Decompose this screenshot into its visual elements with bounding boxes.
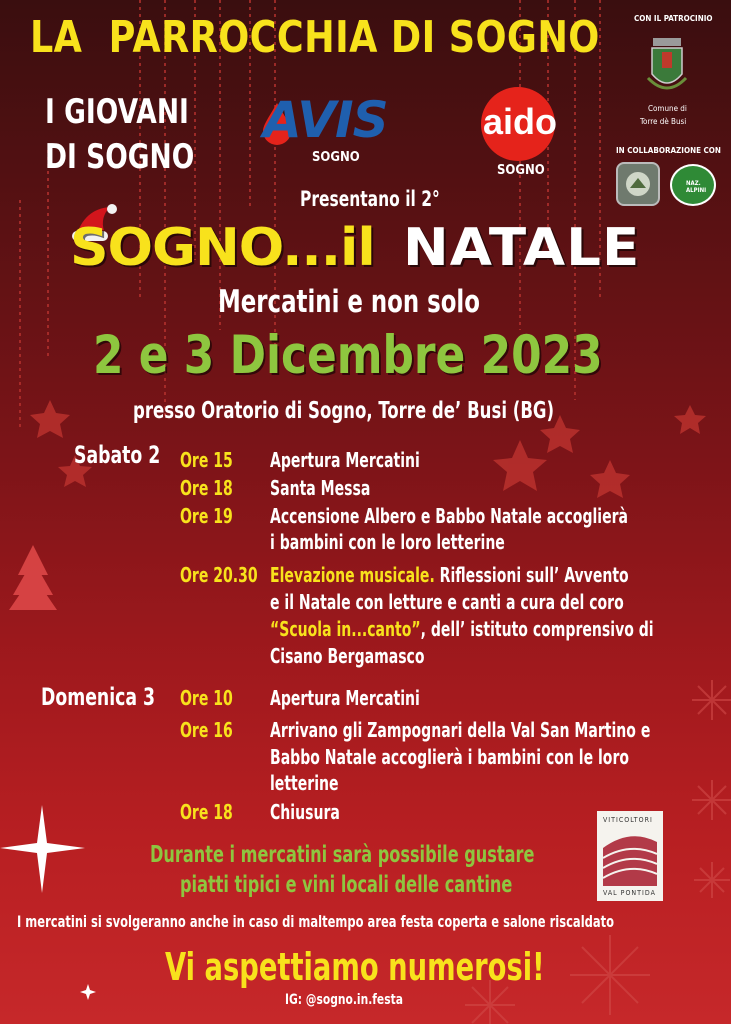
event-dates: 2 e 3 Dicembre 2023 (93, 325, 603, 386)
sabato-label: Sabato 2 (74, 441, 161, 469)
comune-line1: Comune di (648, 104, 687, 113)
schedule-text: Apertura Mercatini (270, 448, 420, 472)
schedule-time: Ore 18 (180, 800, 233, 824)
aido-sub: SOGNO (497, 163, 545, 178)
collaborazione-label: IN COLLABORAZIONE CON (616, 146, 721, 155)
schedule-time: Ore 15 (180, 448, 233, 472)
schedule-text: e il Natale con letture e canti a cura del coro (270, 590, 624, 614)
viticoltori-top: VITICOLTORI (603, 816, 653, 824)
schedule-text: Accensione Albero e Babbo Natale accoglierà (270, 504, 629, 528)
schedule-text: Arrivano gli Zampognari della Val San Martino e (270, 718, 651, 742)
schedule-text: Babbo Natale accoglierà i bambini con le loro (270, 745, 630, 769)
schedule-time: Ore 10 (180, 686, 233, 710)
aspettiamo-text: Vi aspettiamo numerosi! (165, 945, 545, 989)
gustare-line1: Durante i mercatini sarà possibile gustare (150, 842, 535, 868)
coro-name: “Scuola in...canto” (270, 617, 421, 641)
schedule-text (270, 563, 629, 587)
schedule-text: i bambini con le loro letterine (270, 530, 505, 554)
avis-sub: SOGNO (312, 150, 360, 165)
event-name-part2: NATALE (403, 218, 641, 278)
event-name-part1: SOGNO...il (70, 218, 375, 278)
schedule-text: letterine (270, 771, 339, 795)
schedule-text: Santa Messa (270, 476, 371, 500)
patrocinio-label: CON IL PATROCINIO (634, 14, 713, 23)
schedule-text-cont: , dell’ istituto comprensivo di (420, 617, 654, 641)
domenica-label: Domenica 3 (41, 683, 156, 711)
schedule-text (270, 617, 654, 641)
giovani-line2: DI SOGNO (45, 137, 195, 177)
schedule-text: Cisano Bergamasco (270, 644, 425, 668)
instagram-handle: IG: @sogno.in.festa (285, 992, 403, 1008)
schedule-text: Chiusura (270, 800, 340, 824)
viticoltori-logo (597, 811, 663, 901)
aido-wordmark: aido (483, 101, 558, 142)
gustare-line2: piatti tipici e vini locali delle cantine (180, 872, 513, 898)
schedule-time: Ore 20.30 (180, 563, 258, 587)
maltempo-note: I mercatini si svolgeranno anche in caso di maltempo area festa coperta e salone riscaldato (17, 912, 615, 931)
highlight-text: Elevazione musicale. (270, 563, 435, 587)
schedule-text: Apertura Mercatini (270, 686, 420, 710)
schedule-time: Ore 16 (180, 718, 233, 742)
giovani-line1: I GIOVANI (45, 92, 189, 132)
schedule-time: Ore 19 (180, 504, 233, 528)
parish-title: LA PARROCCHIA DI SOGNO (30, 12, 600, 63)
viticoltori-bottom: VAL PONTIDA (603, 889, 656, 897)
alpini-label: NAZ. ALPINI (686, 180, 707, 194)
event-location: presso Oratorio di Sogno, Torre de’ Busi (BG) (133, 398, 555, 424)
schedule-text-cont: Riflessioni sull’ Avvento (434, 563, 629, 587)
presentano-text: Presentano il 2° (300, 187, 440, 211)
comune-line2: Torre dè Busi (640, 117, 687, 126)
vineyard-hills-icon (603, 828, 657, 886)
schedule-time: Ore 18 (180, 476, 233, 500)
event-subtitle: Mercatini e non solo (218, 284, 480, 320)
avis-wordmark: AVIS (263, 91, 388, 149)
